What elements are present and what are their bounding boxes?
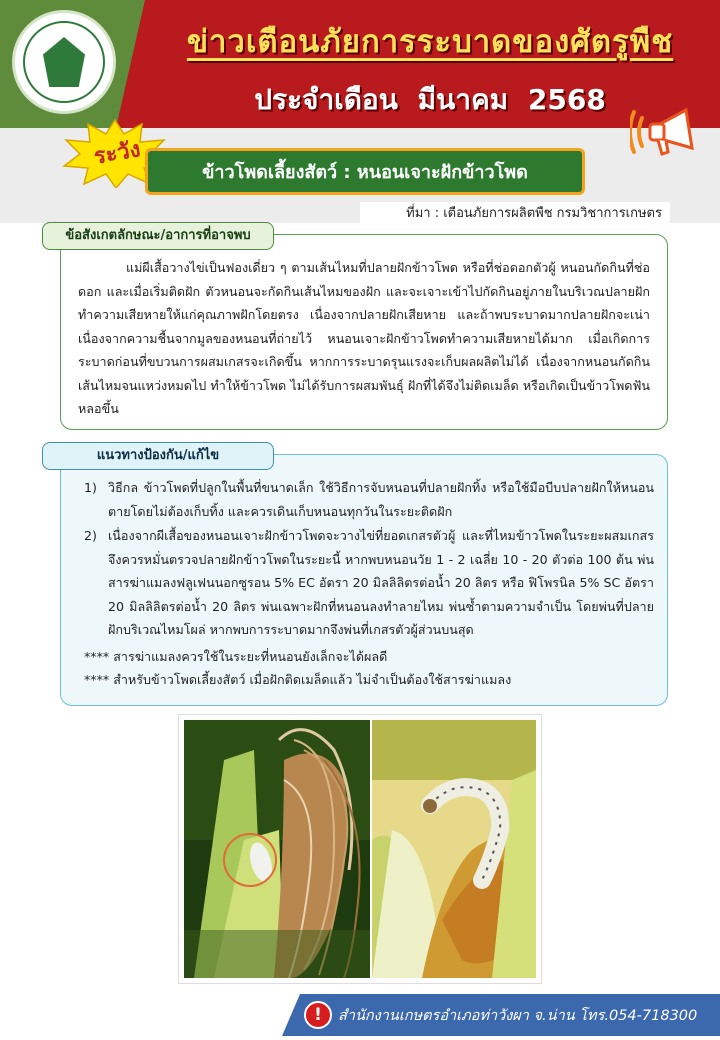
office-contact: สำนักงานเกษตรอำเภอท่าวังผา จ.น่าน โทร.054-718300 xyxy=(338,1008,698,1024)
seal-emblem-shape xyxy=(43,37,85,87)
list-item xyxy=(80,524,654,642)
topic-title: ข้าวโพดเลี้ยงสัตว์ : หนอนเจาะฝักข้าวโพด xyxy=(145,148,585,195)
page-title: ข่าวเตือนภัยการระบาดของศัตรูพืช xyxy=(186,24,674,60)
page-subtitle: ประจำเดือน มีนาคม 2568 xyxy=(254,83,606,116)
megaphone-icon xyxy=(630,90,710,170)
warning-badge-label: ระวัง xyxy=(91,137,143,170)
note-line: **** สำหรับข้าวโพดเลี้ยงสัตว์ เมื่อฝักติดเมล็ดแล้ว ไม่จำเป็นต้องใช้สารฆ่าแมลง xyxy=(84,672,512,687)
observation-heading: ข้อสังเกตลักษณะ/อาการที่อาจพบ xyxy=(42,222,274,250)
seal-ring xyxy=(23,21,105,103)
source-credit: ที่มา : เตือนภัยการผลิตพืช กรมวิชาการเกษตร xyxy=(360,202,670,226)
list-item-text: เนื่องจากผีเสื้อของหนอนเจาะฝักข้าวโพดจะวางไข่ที่ยอดเกสรตัวผู้ และที่ไหมข้าวโพดในระยะผสมเกสร จึงควรหมั่นตรวจปลายฝักข้าวโพดในระยะนี้ หากพบหนอนวัย 1 - 2 เฉลี่ย 10 - 20 ตัวต่อ 100 ต้น พ่นสารฆ่าแมลงฟลูเฟนนอกซูรอน 5% EC อัตรา 20 มิลลิลิตรต่อน้ำ 20 ลิตร หรือ ฟิโพรนิล 5% SC อัตรา 20 มิลลิลิตรต่อน้ำ 20 ลิตร พ่นเฉพาะฝักที่หนอนลงทำลายไหม พ่นซ้ำตามความจำเป็น โดยพ่นที่ปลายฝักบริเวณไหมโผล่ หากพบการระบาดมากจึงพ่นที่เกสรตัวผู้ส่วนบนสุด xyxy=(108,528,654,637)
alert-icon: ! xyxy=(304,1001,332,1029)
prevention-heading: แนวทางป้องกัน/แก้ไข xyxy=(42,442,274,470)
observation-text: แม่ผีเสื้อวางไข่เป็นฟองเดี่ยว ๆ ตามเส้นไหมที่ปลายฝักข้าวโพด หรือที่ช่อดอกตัวผู้ หนอนกัดกินที่ช่อดอก และเมื่อเริ่มติดฝัก ตัวหนอนจะกัดกินเส้นไหมของฝัก และจะเจาะเข้าไปกัดกินอยู่ภายในบริเวณปลายฝัก ทำความเสียหายให้แก่คุณภาพฝักโดยตรง เนื่องจากปลายฝักเสียหาย และถ้าพบระบาดมากปลายฝักจะเน่า เนื่องจากความชื้นจากมูลของหนอนที่ถ่ายไว้ หนอนเจาะฝักข้าวโพดทำความเสียหายได้มาก เมื่อเกิดการระบาดก่อนที่ขบวนการผสมเกสรจะเกิดขึ้น หากการระบาดรุนแรงจะเก็บผลผลิตไม่ได้ เนื่องจากหนอนกัดกินเส้นไหมจนแหว่งหมดไป ทำให้ข้าวโพด ไม่ได้รับการผสมพันธุ์ ฝักที่ได้จึงไม่ติดเมล็ด หรือเกิดเป็นข้าวโพดฟันหลอขึ้น xyxy=(78,260,650,416)
department-seal-icon xyxy=(12,10,116,114)
note-line: **** สารฆ่าแมลงควรใช้ในระยะที่หนอนยังเล็กจะได้ผลดี xyxy=(84,649,388,664)
corn-silk-larva-photo xyxy=(184,720,370,978)
list-item-text: วิธีกล ข้าวโพดที่ปลูกในพื้นที่ขนาดเล็ก ใช้วิธีการจับหนอนที่ปลายฝักทิ้ง หรือใช้มือบีบปลายฝักให้หนอนตายโดยไม่ต้องเก็บทิ้ง และควรเดินเก็บหนอนทุกวันในระยะติดฝัก xyxy=(108,480,654,519)
list-item-number: 1) xyxy=(84,480,97,495)
corn-ear-worm-photo xyxy=(372,720,536,978)
list-item-number: 2) xyxy=(84,528,97,543)
list-item xyxy=(80,476,654,523)
